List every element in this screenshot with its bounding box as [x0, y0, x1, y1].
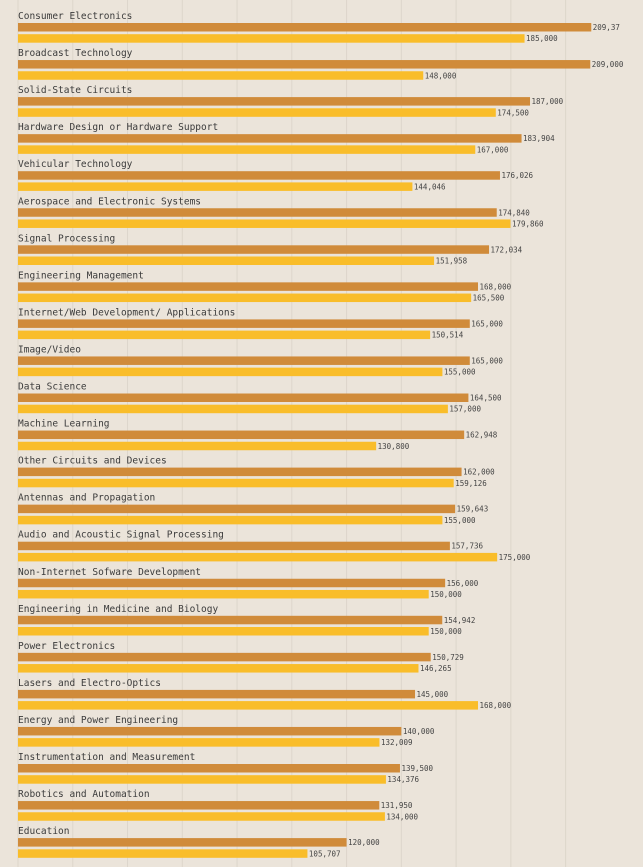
- bar: [18, 505, 455, 514]
- bar: [18, 60, 590, 69]
- data-label: 162,000: [463, 467, 495, 477]
- bar: [18, 219, 510, 228]
- bar: [18, 294, 471, 303]
- bar: [18, 442, 376, 451]
- data-label: 165,500: [472, 293, 505, 303]
- category-label: Energy and Power Engineering: [18, 714, 179, 726]
- bar: [18, 257, 434, 266]
- data-label: 167,000: [476, 145, 509, 155]
- data-label: 162,948: [465, 430, 498, 440]
- data-label: 165,000: [471, 319, 503, 329]
- data-label: 150,000: [430, 589, 462, 599]
- category-label: Vehicular Technology: [18, 159, 133, 171]
- data-label: 209,37: [592, 23, 620, 32]
- bar: [18, 727, 401, 736]
- bar: [18, 145, 475, 154]
- bar: [18, 34, 525, 43]
- data-label: 168,000: [479, 282, 512, 292]
- data-label: 155,000: [443, 515, 476, 525]
- bar: [18, 368, 442, 377]
- data-label: 164,500: [469, 393, 502, 403]
- bar: [18, 516, 442, 525]
- bar: [18, 208, 497, 217]
- data-label: 165,000: [471, 356, 503, 366]
- bar: [18, 542, 450, 551]
- data-label: 150,514: [431, 330, 464, 340]
- data-label: 183,904: [523, 134, 555, 144]
- bar: [18, 134, 522, 143]
- category-label: Data Science: [18, 381, 87, 393]
- bar: [18, 356, 470, 365]
- category-label: Lasers and Electro-Optics: [18, 677, 161, 689]
- bar: [18, 23, 591, 32]
- data-label: 146,265: [419, 664, 452, 674]
- data-label: 174,500: [497, 108, 529, 118]
- bar: [18, 775, 386, 784]
- data-label: 155,000: [443, 367, 476, 377]
- data-label: 130,800: [377, 441, 410, 451]
- bar: [18, 468, 462, 477]
- bar: [18, 553, 497, 562]
- data-label: 150,729: [432, 652, 464, 662]
- category-label: Instrumentation and Measurement: [18, 752, 196, 763]
- data-label: 145,000: [416, 689, 449, 699]
- category-label: Aerospace and Electronic Systems: [18, 196, 202, 208]
- bar: [18, 182, 412, 191]
- category-label: Engineering Management: [18, 270, 144, 282]
- data-label: 159,643: [456, 504, 489, 514]
- bar: [18, 590, 429, 599]
- category-label: Other Circuits and Devices: [18, 455, 167, 467]
- data-label: 157,736: [451, 541, 484, 551]
- data-label: 144,046: [413, 182, 446, 192]
- bar: [18, 479, 454, 488]
- data-label: 105,707: [308, 849, 341, 859]
- category-label: Power Electronics: [18, 640, 116, 652]
- data-label: 174,840: [498, 208, 530, 218]
- category-label: Audio and Acoustic Signal Processing: [18, 529, 224, 541]
- bar: [18, 838, 347, 847]
- bar: [18, 108, 496, 117]
- data-label: 179,860: [511, 219, 544, 229]
- data-label: 168,000: [479, 701, 512, 711]
- data-label: 175,000: [498, 552, 531, 562]
- bar: [18, 627, 429, 636]
- bar: [18, 616, 442, 625]
- category-label: Non-Internet Sofware Development: [18, 566, 202, 578]
- category-label: Education: [18, 826, 70, 838]
- data-label: 172,034: [490, 245, 523, 255]
- bar: [18, 801, 379, 810]
- category-label: Solid-State Circuits: [18, 85, 133, 97]
- category-label: Machine Learning: [18, 418, 110, 430]
- data-label: 150,000: [430, 627, 462, 636]
- data-label: 157,000: [449, 404, 481, 414]
- category-label: Internet/Web Development/ Applications: [18, 307, 236, 319]
- bar: [18, 71, 423, 80]
- bar: [18, 701, 478, 710]
- category-label: Antennas and Propagation: [18, 492, 156, 504]
- data-label: 134,000: [386, 812, 419, 822]
- bar: [18, 849, 307, 858]
- bar: [18, 764, 400, 773]
- data-label: 132,009: [380, 738, 413, 748]
- bar: [18, 690, 415, 699]
- category-label: Image/Video: [18, 344, 81, 356]
- data-label: 154,942: [443, 615, 476, 625]
- data-label: 151,958: [435, 256, 468, 266]
- bar: [18, 331, 430, 340]
- data-label: 159,126: [455, 478, 487, 488]
- data-label: 148,000: [424, 71, 457, 81]
- bar: [18, 431, 464, 440]
- bar: [18, 405, 448, 414]
- category-label: Hardware Design or Hardware Support: [18, 122, 219, 134]
- bar: [18, 171, 500, 180]
- data-label: 131,950: [380, 801, 413, 811]
- data-label: 156,000: [446, 578, 479, 588]
- category-label: Robotics and Automation: [18, 789, 150, 801]
- category-label: Consumer Electronics: [18, 11, 133, 22]
- bar: [18, 394, 468, 403]
- data-label: 187,000: [531, 97, 564, 107]
- data-label: 120,000: [348, 838, 380, 848]
- category-label: Engineering in Medicine and Biology: [18, 603, 219, 615]
- bar: [18, 664, 418, 673]
- bar: [18, 579, 445, 588]
- data-label: 185,000: [526, 34, 558, 44]
- category-label: Broadcast Technology: [18, 48, 133, 60]
- bar: [18, 97, 530, 106]
- category-label: Signal Processing: [18, 233, 116, 245]
- data-label: 139,500: [401, 764, 434, 773]
- data-label: 176,026: [501, 171, 534, 181]
- bar: [18, 245, 489, 254]
- bar: [18, 738, 379, 747]
- bar: [18, 653, 431, 662]
- bar: [18, 812, 385, 821]
- bar: [18, 319, 470, 328]
- data-label: 209,000: [591, 60, 624, 70]
- data-label: 134,376: [387, 775, 420, 785]
- data-label: 140,000: [402, 726, 435, 736]
- bar: [18, 282, 478, 291]
